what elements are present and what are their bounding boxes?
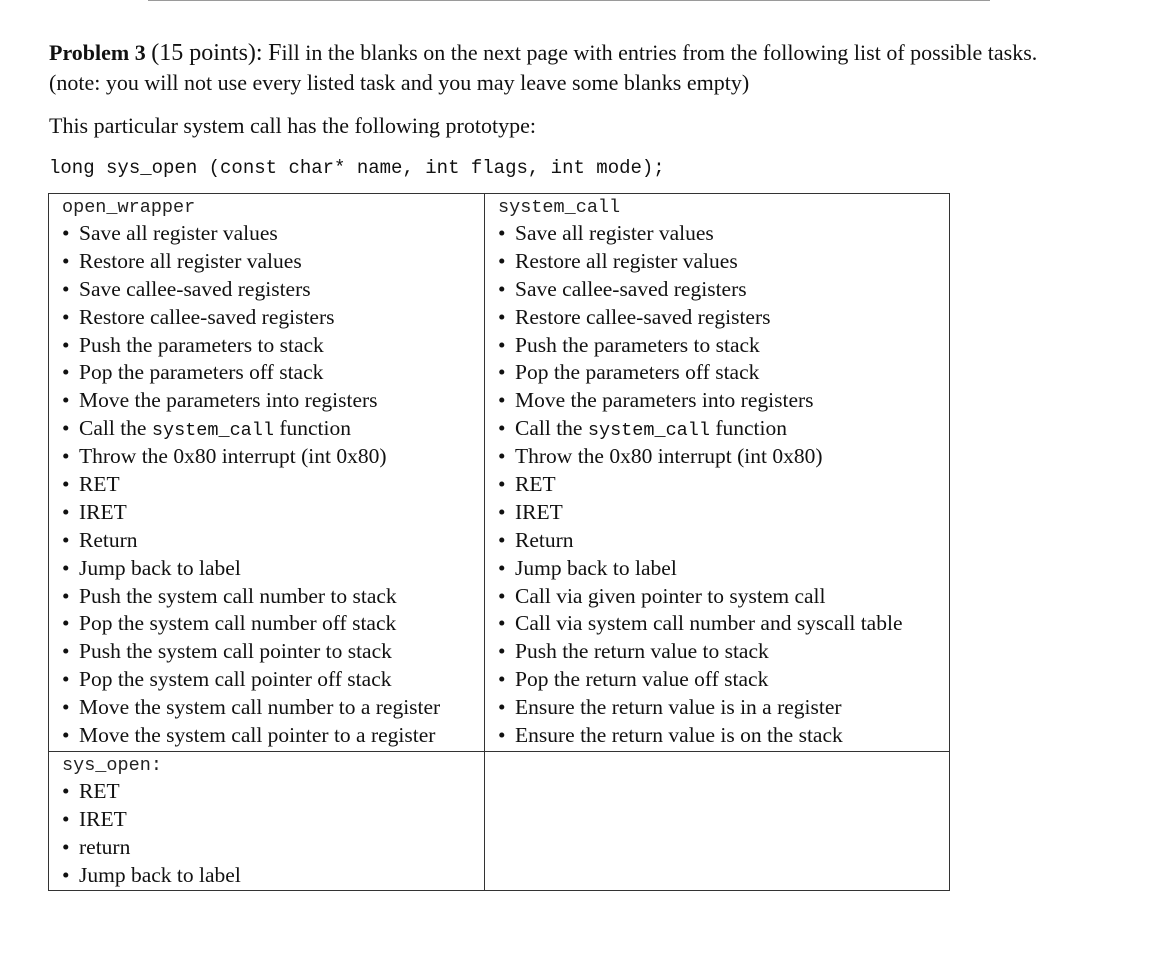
function-name: system_call <box>587 420 710 442</box>
system-call-cell <box>485 194 950 752</box>
empty-cell <box>485 752 950 891</box>
task-item <box>62 583 484 611</box>
problem-heading <box>49 38 1159 68</box>
task-item <box>498 332 949 360</box>
problem-points: (15 points): <box>151 40 263 66</box>
task-item <box>498 415 949 443</box>
task-item <box>498 220 949 248</box>
prototype-intro: This particular system call has the following prototype: <box>49 113 536 138</box>
task-text: Move the parameters into registers <box>79 388 378 413</box>
bullet-icon: • <box>62 416 70 441</box>
task-text: Push the system call number to stack <box>79 583 397 608</box>
bullet-icon: • <box>62 248 70 273</box>
sys-open-list <box>62 778 484 890</box>
task-text: Save all register values <box>79 221 278 245</box>
task-item <box>498 583 949 611</box>
task-text: Call via system call number and syscall table <box>515 611 903 636</box>
task-item <box>62 610 484 638</box>
task-item <box>62 387 484 415</box>
task-item <box>62 220 484 248</box>
task-item <box>62 443 484 471</box>
task-text: Restore all register values <box>79 248 302 273</box>
task-item <box>62 527 484 555</box>
task-text: Ensure the return value is in a register <box>515 695 842 720</box>
task-text: RET <box>79 472 120 497</box>
bullet-icon: • <box>498 583 506 608</box>
task-text: Pop the system call pointer off stack <box>79 667 392 692</box>
task-item <box>498 499 949 527</box>
bullet-icon: • <box>62 695 70 720</box>
task-text-suffix: function <box>715 416 788 441</box>
task-text: Return <box>79 527 138 552</box>
bullet-icon: • <box>498 276 506 301</box>
task-text: RET <box>79 779 120 803</box>
problem-label: Problem 3 <box>49 40 146 65</box>
bullet-icon: • <box>62 360 70 385</box>
sys-open-cell <box>49 752 485 891</box>
task-text: return <box>79 834 131 859</box>
task-item <box>498 359 949 387</box>
task-item <box>62 778 484 806</box>
task-item <box>498 443 949 471</box>
bullet-icon: • <box>62 779 70 803</box>
bullet-icon: • <box>498 527 506 552</box>
bullet-icon: • <box>62 444 70 469</box>
bullet-icon: • <box>498 304 506 329</box>
sys-open-title: sys_open: <box>62 755 162 776</box>
function-name: system_call <box>151 420 274 442</box>
task-item <box>62 471 484 499</box>
task-item <box>498 722 949 750</box>
task-text-suffix: function <box>279 416 352 441</box>
top-rule <box>148 0 990 1</box>
task-text: Save callee-saved registers <box>515 276 747 301</box>
task-text: Move the system call pointer to a register <box>79 723 436 748</box>
task-item <box>62 694 484 722</box>
task-item <box>62 359 484 387</box>
task-item <box>498 387 949 415</box>
bullet-icon: • <box>62 806 70 831</box>
task-text: Throw the 0x80 interrupt (int 0x80) <box>515 444 823 469</box>
task-text: Save all register values <box>515 221 714 245</box>
task-item <box>498 555 949 583</box>
bullet-icon: • <box>62 304 70 329</box>
function-prototype: long sys_open (const char* name, int flags, int mode); <box>49 157 665 179</box>
task-item <box>498 276 949 304</box>
task-text: Move the parameters into registers <box>515 388 814 413</box>
bullet-icon: • <box>498 611 506 636</box>
task-text: Jump back to label <box>79 862 241 887</box>
task-item <box>498 610 949 638</box>
task-text: Throw the 0x80 interrupt (int 0x80) <box>79 444 387 469</box>
task-text: Jump back to label <box>79 555 241 580</box>
task-item <box>498 527 949 555</box>
bullet-icon: • <box>62 499 70 524</box>
bullet-icon: • <box>498 444 506 469</box>
bullet-icon: • <box>498 360 506 385</box>
task-item <box>498 638 949 666</box>
bullet-icon: • <box>498 221 506 245</box>
bullet-icon: • <box>498 416 506 441</box>
task-item <box>62 248 484 276</box>
task-text: Push the return value to stack <box>515 639 769 664</box>
bullet-icon: • <box>498 472 506 497</box>
task-item <box>498 304 949 332</box>
bullet-icon: • <box>62 221 70 245</box>
task-text: Restore callee-saved registers <box>79 304 335 329</box>
bullet-icon: • <box>62 723 70 748</box>
bullet-icon: • <box>62 862 70 887</box>
bullet-icon: • <box>498 555 506 580</box>
task-text: Pop the return value off stack <box>515 667 769 692</box>
task-text: IRET <box>515 499 563 524</box>
task-text: Restore callee-saved registers <box>515 304 771 329</box>
task-text: Return <box>515 527 574 552</box>
task-text: Pop the parameters off stack <box>79 360 324 385</box>
task-item <box>498 471 949 499</box>
instruction-text: ill in the blanks on the next page with entries from the following list of possible tasks. <box>281 40 1038 65</box>
bullet-icon: • <box>62 276 70 301</box>
task-text: Call the <box>515 416 583 441</box>
task-text: IRET <box>79 499 127 524</box>
task-text: Call the <box>79 416 147 441</box>
bullet-icon: • <box>498 499 506 524</box>
bullet-icon: • <box>62 834 70 859</box>
bullet-icon: • <box>498 388 506 413</box>
task-item <box>498 694 949 722</box>
task-item <box>62 555 484 583</box>
bullet-icon: • <box>498 248 506 273</box>
task-item <box>62 499 484 527</box>
task-item <box>498 666 949 694</box>
problem-note: (note: you will not use every listed task and you may leave some blanks empty) <box>49 70 750 95</box>
task-text: Jump back to label <box>515 555 677 580</box>
bullet-icon: • <box>62 611 70 636</box>
task-item <box>62 722 484 750</box>
task-item <box>62 304 484 332</box>
task-item <box>62 276 484 304</box>
bullet-icon: • <box>62 472 70 497</box>
system-call-list <box>498 220 949 750</box>
task-text: Push the parameters to stack <box>515 332 760 357</box>
open-wrapper-list <box>62 220 484 750</box>
open-wrapper-title: open_wrapper <box>62 197 196 218</box>
task-item <box>62 638 484 666</box>
task-text: RET <box>515 472 556 497</box>
task-text: Call via given pointer to system call <box>515 583 826 608</box>
task-item <box>62 415 484 443</box>
task-text: Save callee-saved registers <box>79 276 311 301</box>
task-text: Restore all register values <box>515 248 738 273</box>
bullet-icon: • <box>62 555 70 580</box>
instruction-initial: F <box>268 40 282 66</box>
task-text: Move the system call number to a register <box>79 695 441 720</box>
task-item <box>62 862 484 890</box>
task-item <box>62 834 484 862</box>
system-call-title: system_call <box>498 197 621 218</box>
bullet-icon: • <box>62 388 70 413</box>
task-item <box>498 248 949 276</box>
bullet-icon: • <box>498 639 506 664</box>
task-item <box>62 806 484 834</box>
task-text: Push the parameters to stack <box>79 332 324 357</box>
bullet-icon: • <box>498 667 506 692</box>
bullet-icon: • <box>62 639 70 664</box>
bullet-icon: • <box>62 667 70 692</box>
bullet-icon: • <box>62 527 70 552</box>
task-text: Pop the parameters off stack <box>515 360 760 385</box>
task-text: Ensure the return value is on the stack <box>515 723 843 748</box>
open-wrapper-cell <box>49 194 485 752</box>
task-table <box>48 193 950 891</box>
bullet-icon: • <box>498 332 506 357</box>
bullet-icon: • <box>498 723 506 748</box>
bullet-icon: • <box>498 695 506 720</box>
bullet-icon: • <box>62 583 70 608</box>
task-item <box>62 332 484 360</box>
task-text: IRET <box>79 806 127 831</box>
bullet-icon: • <box>62 332 70 357</box>
task-text: Push the system call pointer to stack <box>79 639 392 664</box>
task-item <box>62 666 484 694</box>
task-text: Pop the system call number off stack <box>79 611 397 636</box>
